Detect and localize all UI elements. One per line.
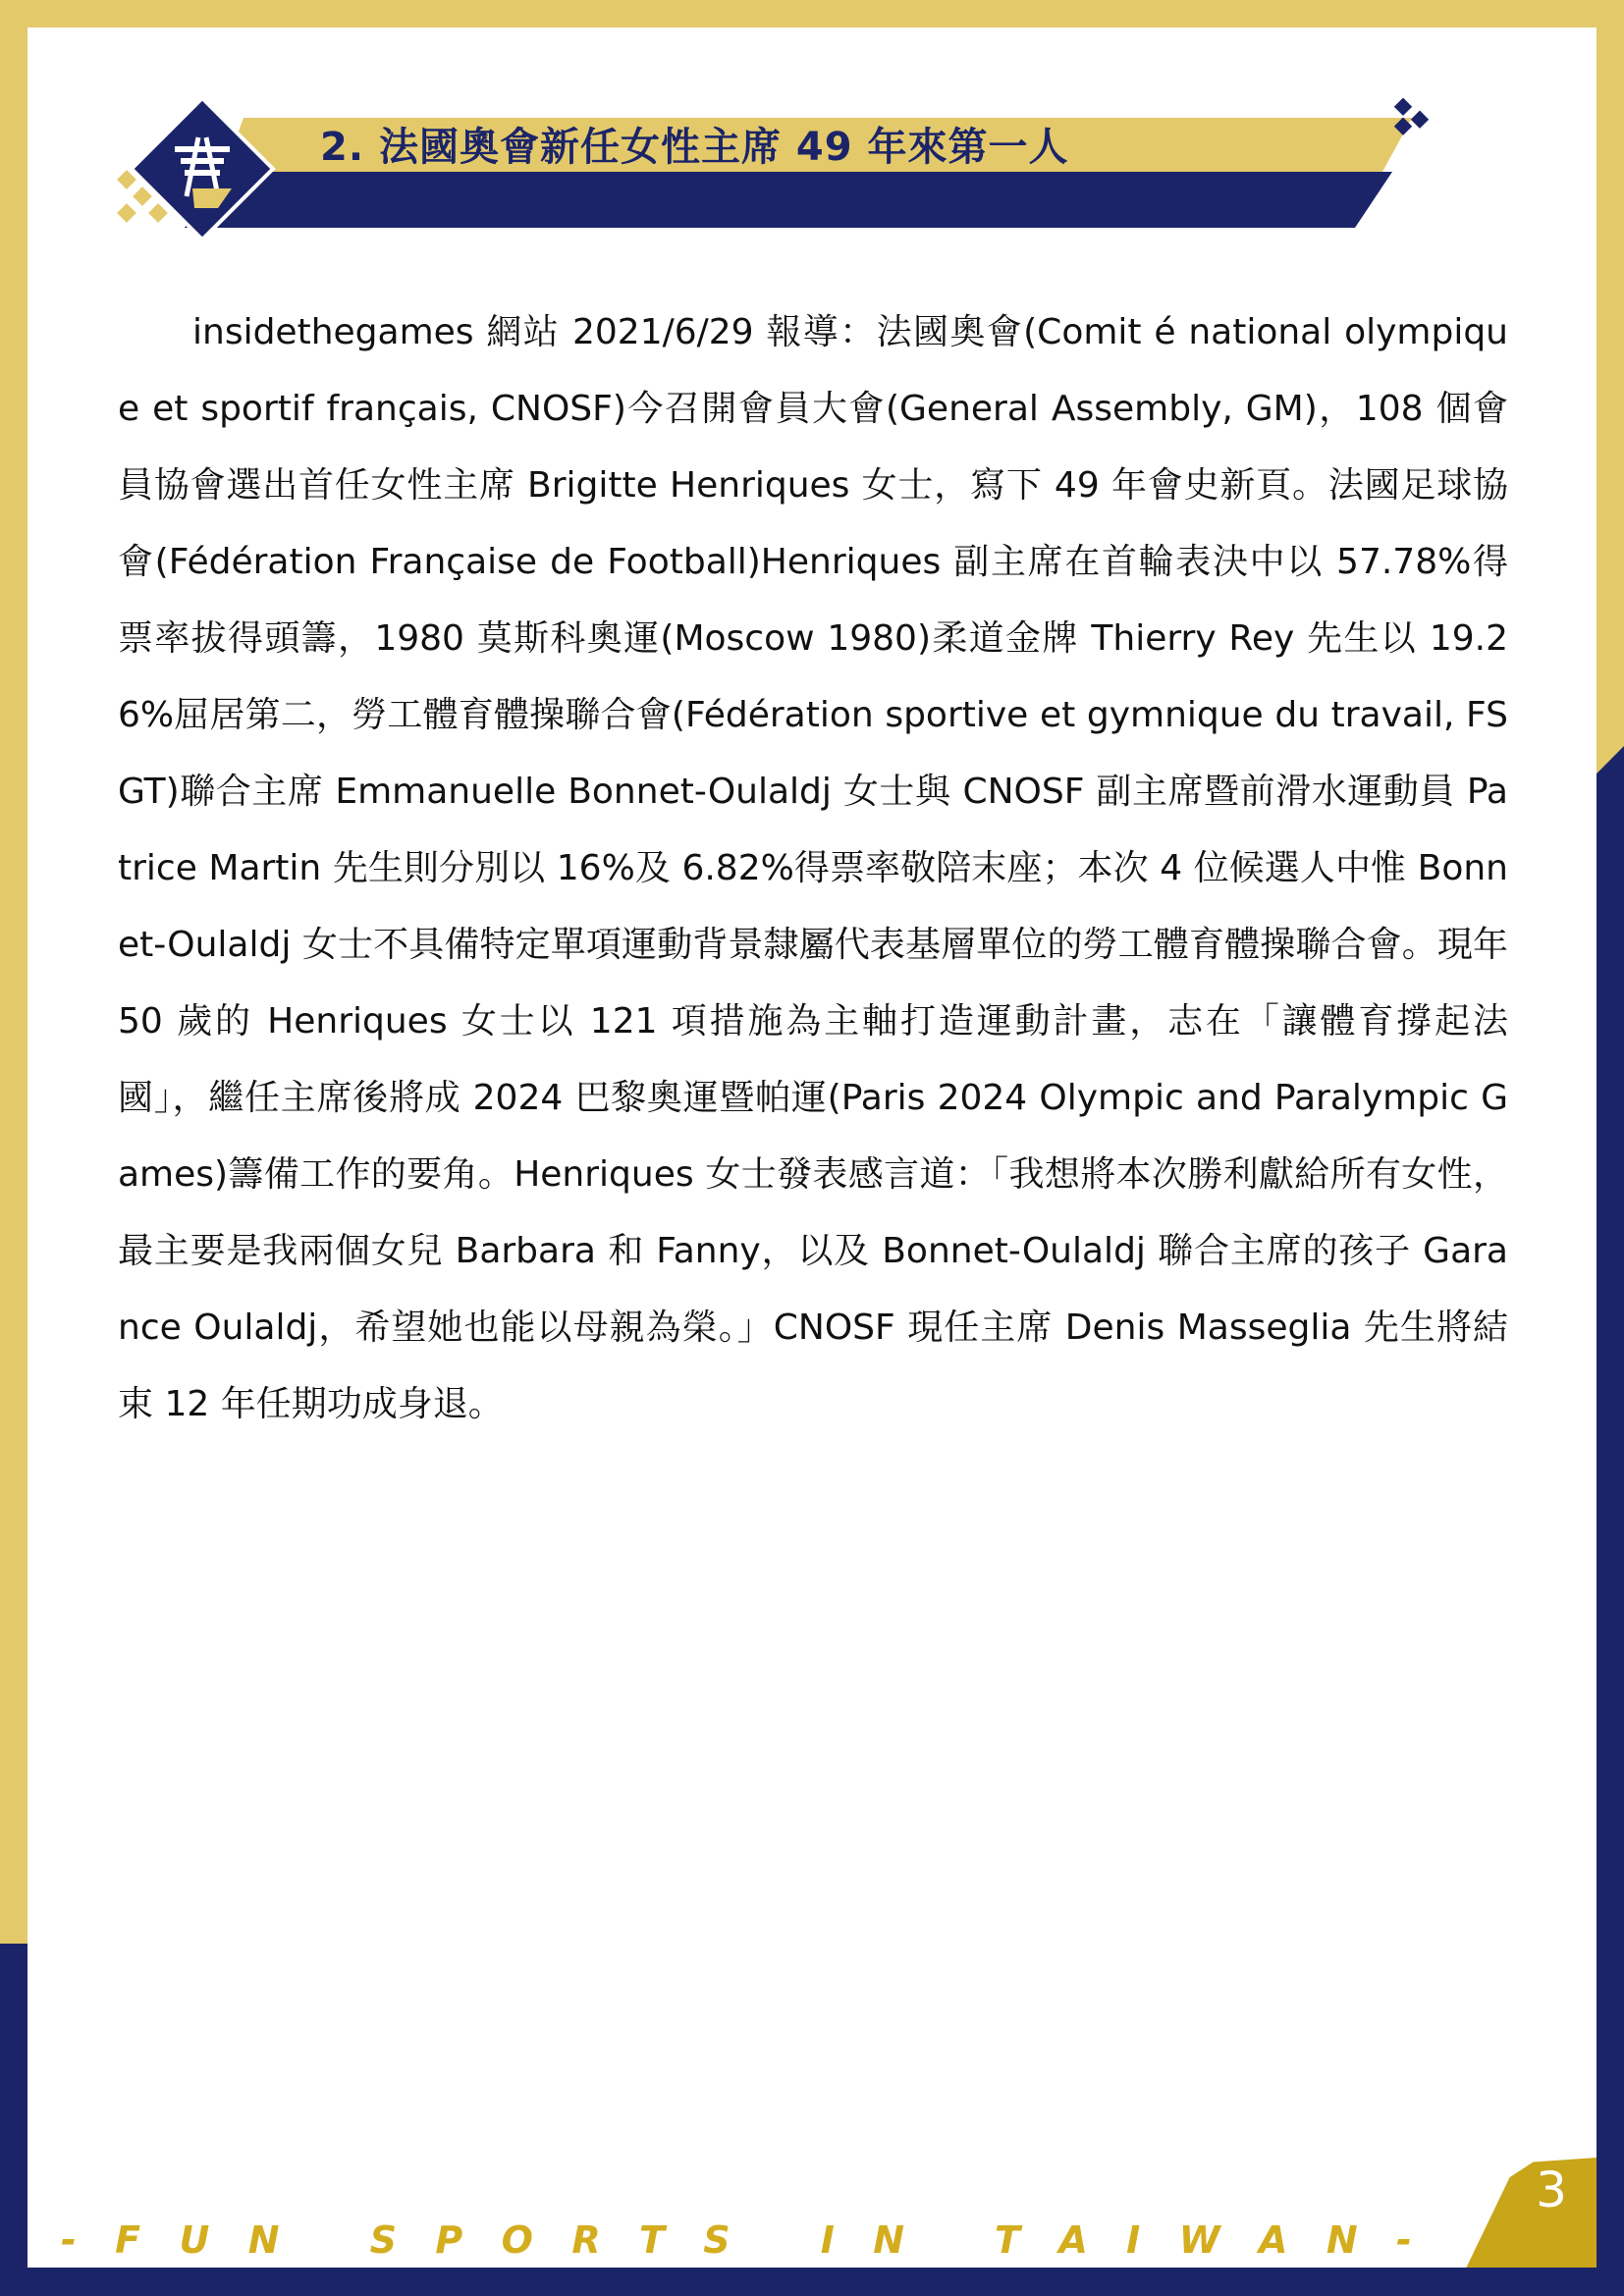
tagline-letter: U <box>179 2218 214 2262</box>
tagline-letter: W <box>1178 2218 1224 2262</box>
tagline-letter: P <box>435 2218 467 2262</box>
tagline-letter: A <box>1259 2218 1292 2262</box>
footer-tagline <box>61 2211 1416 2269</box>
tagline-space <box>318 2218 335 2262</box>
page-number: 3 <box>1536 2162 1567 2218</box>
banner-right-dots-icon <box>1394 98 1429 135</box>
frame-gold-right <box>1597 0 1624 766</box>
tagline-letter: - <box>1396 2218 1416 2262</box>
tagline-letter: I <box>1126 2218 1145 2262</box>
tagline-letter: N <box>873 2218 909 2262</box>
tagline-letter: R <box>571 2218 605 2262</box>
frame-gold-left <box>0 0 27 1944</box>
article-body <box>118 294 1508 1443</box>
tagline-space <box>943 2218 959 2262</box>
tagline-letter: A <box>1058 2218 1092 2262</box>
tagline-letter: - <box>61 2218 81 2262</box>
tagline-letter: I <box>820 2218 839 2262</box>
tagline-letter: T <box>995 2218 1024 2262</box>
tagline-letter: F <box>115 2218 145 2262</box>
frame-navy-bottom <box>0 2268 1624 2296</box>
tagline-letter: N <box>1326 2218 1362 2262</box>
tagline-letter: N <box>247 2218 284 2262</box>
tagline-letter: O <box>501 2218 537 2262</box>
section-title: 2. 法國奧會新任女性主席 49 年來第一人 <box>320 125 1069 170</box>
tagline-letter: S <box>369 2218 401 2262</box>
section-header-banner <box>116 98 1441 255</box>
tagline-letter: S <box>703 2218 734 2262</box>
article-paragraph: insidethegames 網站 2021/6/29 報導：法國奧會(Comit é national olympique et sportif français, CNOSF)今召開會員大會(General Assembly, GM)，108 個會員協會選出首任女性主席 Brigitte Henriques 女士，寫下 49 年會史新頁。法國足球協會(Fédération Française de Football)Henriques 副主席在首輪表決中以 57.78%得票率拔得頭籌，1980 莫斯科奧運(Moscow 1980)柔道金牌 Thierry Rey 先生以 19.26%屈居第二，勞工體育體操聯合會(Fédération sportive et gymnique du travail, FSGT)聯合主席 Emmanuelle Bonnet-Oulaldj 女士與 CNOSF 副主席暨前滑水運動員 Patrice Martin 先生則分別以 16%及 6.82%得票率敬陪末座；本次 4 位候選人中惟 Bonnet-Oulaldj 女士不具備特定單項運動背景隸屬代表基層單位的勞工體育體操聯合會。現年 50 歲的 Henriques 女士以 121 項措施為主軸打造運動計畫，志在「讓體育撐起法國」，繼任主席後將成 2024 巴黎奧運暨帕運(Paris 2024 Olympic and Paralympic Games)籌備工作的要角。Henriques 女士發表感言道：「我想將本次勝利獻給所有女性，最主要是我兩個女兒 Barbara 和 Fanny，以及 Bonnet-Oulaldj 聯合主席的孩子 Garance Oulaldj，希望她也能以母親為榮。」CNOSF 現任主席 Denis Masseglia 先生將結束 12 年任期功成身退。 <box>118 312 1508 1424</box>
tagline-space <box>769 2218 785 2262</box>
tagline-letter: T <box>638 2218 669 2262</box>
